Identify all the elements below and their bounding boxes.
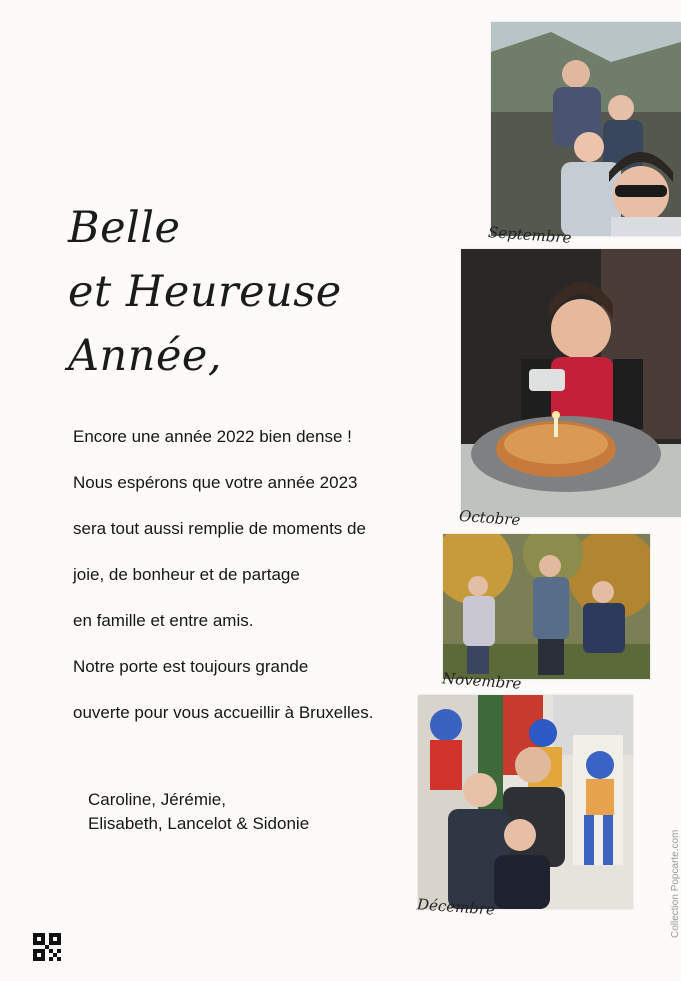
message-line: Encore une année 2022 bien dense ! [73, 427, 352, 446]
credit-text: Collection Popcarte.com [670, 829, 681, 938]
caption-november: Novembre [441, 669, 522, 693]
signature-line-2: Elisabeth, Lancelot & Sidonie [88, 814, 310, 833]
greeting-line-1: Belle [68, 203, 181, 253]
birthday-cake-photo-icon [461, 249, 681, 517]
photo-december [418, 695, 633, 909]
message-line: Notre porte est toujours grande [73, 657, 309, 676]
greeting-title [68, 196, 408, 388]
greeting-line-3: Année, [68, 331, 223, 381]
photo-september [491, 22, 681, 236]
message-line: ouverte pour vous accueillir à Bruxelles. [73, 703, 374, 722]
mosaic-wall-photo-icon [418, 695, 633, 909]
message-line: sera tout aussi remplie de moments de [73, 519, 366, 538]
message-body [73, 422, 443, 744]
signature-line-1: Caroline, Jérémie, [88, 790, 226, 809]
autumn-kids-photo-icon [443, 534, 650, 679]
message-line: en famille et entre amis. [73, 611, 254, 630]
message-line: joie, de bonheur et de partage [73, 565, 300, 584]
photo-november [443, 534, 650, 679]
caption-october: Octobre [458, 506, 521, 530]
photo-october [461, 249, 681, 517]
family-selfie-photo-icon [491, 22, 681, 236]
caption-september: Septembre [487, 223, 573, 247]
message-line: Nous espérons que votre année 2023 [73, 473, 358, 492]
qr-code-icon [33, 933, 61, 961]
greeting-line-2: et Heureuse [68, 267, 342, 317]
caption-december: Décembre [416, 895, 496, 919]
signature [88, 788, 309, 836]
